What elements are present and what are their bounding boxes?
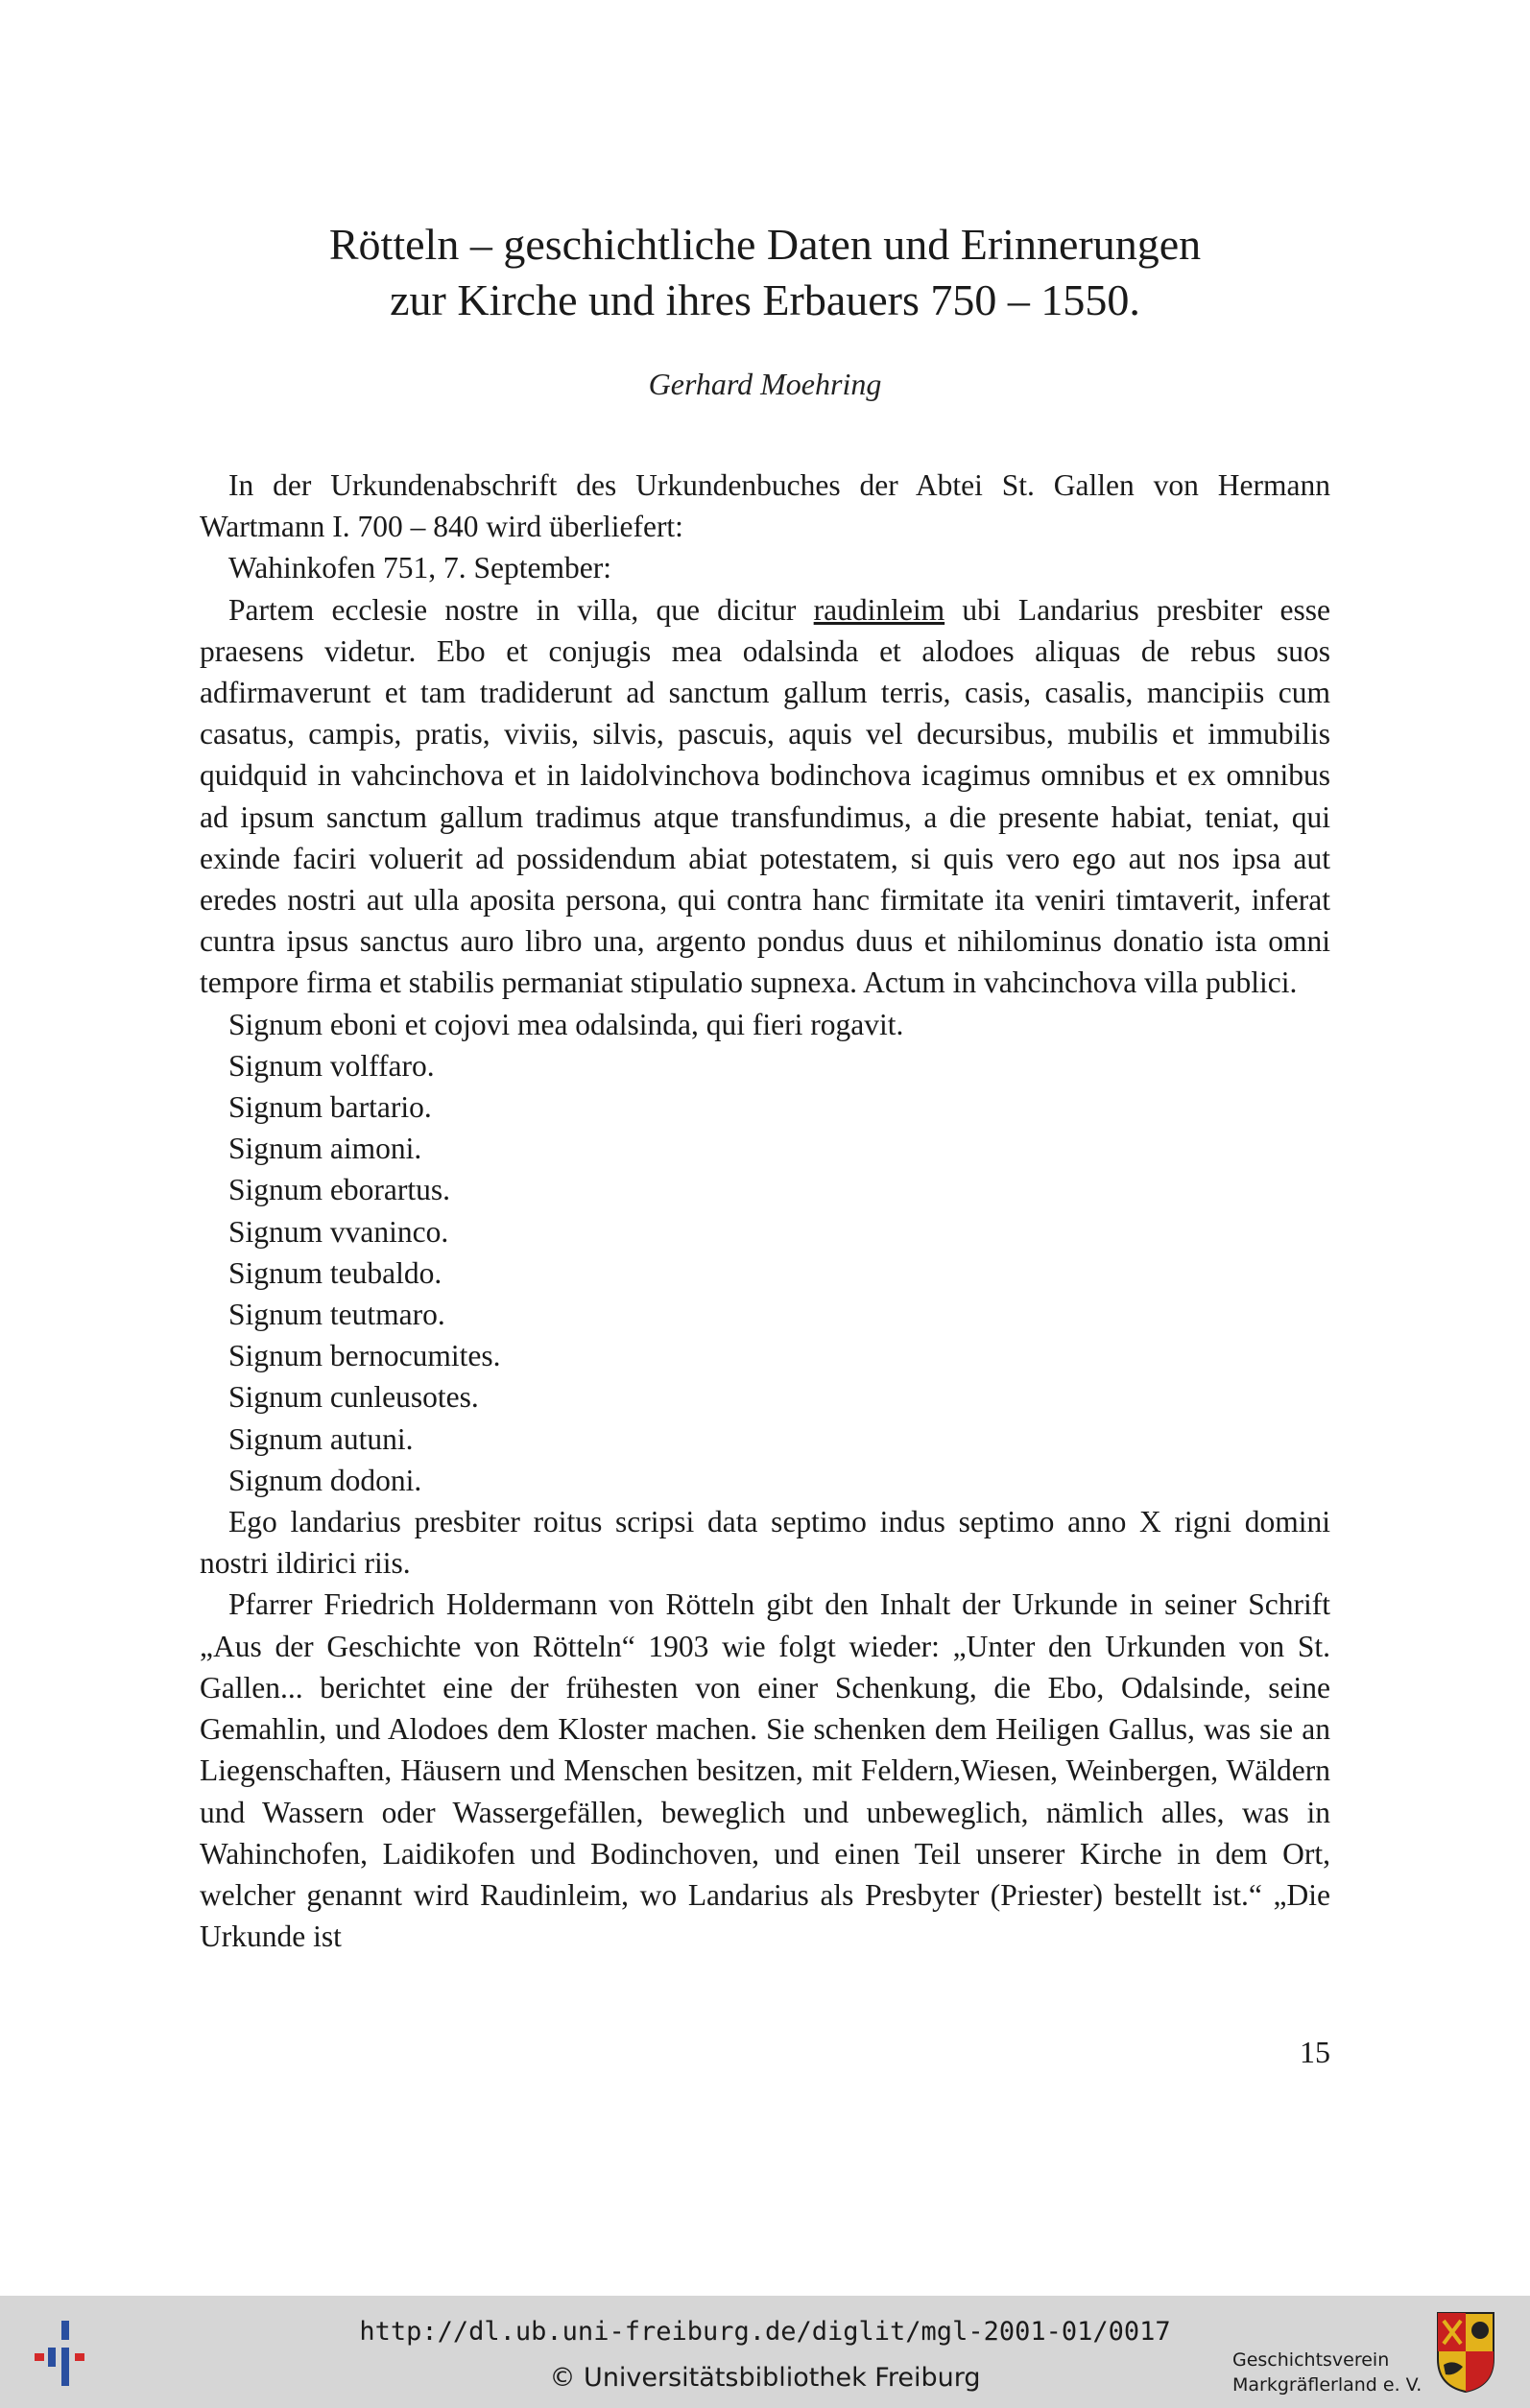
coat-of-arms-icon [1436,2311,1495,2394]
signature-line: Signum bernocumites. [228,1339,501,1373]
society-name-line-1: Geschichtsverein [1232,2349,1390,2371]
charter-text-rest: ubi Landarius presbiter esse praesens videtur. Ebo et conjugis mea odalsinda et alodoes aliquas de rebus suos adfirmaverunt et tam tradiderunt ad sanctum gallum terris, casis, casalis, mancipiis cum casatus, campis, pratis, viviis, silvis, pascuis, aquis vel decursibus, mubilis et immubilis quidquid in vahcinchova et in laidolvinchova bodinchova icagimus omnibus et ex omnibus ad ipsum sanctum gallum tradimus atque transfundimus, a die presente habiat, teniat, qui exinde faciri voluerit ad possidendum abiat potestatem, si quis vero ego aut nos ipsa aut eredes nostri aut ulla aposita persona, qui contra hanc firmitate ita veniri timtaverit, inferat cuntra ipsus sanctus auro libro una, argento pondus duus et nihilominus donatio ista omni tempore firma et stabilis permaniat stipulatio supnexa. Actum in vahcinchova villa publici. [200,592,1330,1000]
signature-line: Signum autuni. [228,1421,414,1456]
paragraph-scribe: Ego landarius presbiter roitus scripsi data septimo indus septimo anno X rigni domini nostri ildirici riis. [200,1505,1330,1581]
title-line-2: zur Kirche und ihres Erbauers 750 – 1550. [390,275,1140,324]
signature-line: Signum teubaldo. [228,1255,442,1290]
paragraph-charter [200,589,1330,1004]
page-number: 15 [1300,2035,1330,2069]
society-name [1232,2348,1422,2397]
signature-line: Signum volffaro. [228,1048,435,1083]
document-url[interactable]: http://dl.ub.uni-freiburg.de/diglit/mgl-2001-01/0017 [359,2317,1171,2347]
charter-text-start: Partem ecclesie nostre in villa, que dicitur [228,592,814,627]
paragraph-date: Wahinkofen 751, 7. September: [228,551,611,585]
paragraph-holdermann: Pfarrer Friedrich Holdermann von Rötteln gibt den Inhalt der Urkunde in seiner Schrift „Aus der Geschichte von Rötteln“ 1903 wie folgt wieder: „Unter den Urkunden von St. Gallen... berichtet eine der frühesten von einer Schenkung, die Ebo, Odalsinde, seine Gemahlin, und Alodoes dem Kloster machen. Sie schenken dem Heiligen Gallus, was sie an Liegenschaften, Häusern und Menschen besitzen, mit Feldern,Wiesen, Weinbergen, Wäldern und Wassern oder Wassergefällen, beweglich und unbeweglich, nämlich alles, was in Wahinchofen, Laidikofen und Bodinchoven, und einen Teil unserer Kirche in dem Ort, welcher genannt wird Raudinleim, wo Landarius als Presbyter (Priester) bestellt ist.“ „Die Urkunde ist [200,1587,1330,1954]
signature-line: Signum aimoni. [228,1132,422,1166]
author-name: Gerhard Moehring [648,367,882,401]
signature-line: Signum cunleusotes. [228,1380,479,1415]
copyright-notice: © Universitätsbibliothek Freiburg [549,2363,981,2393]
paragraph-intro: In der Urkundenabschrift des Urkundenbuches der Abtei St. Gallen von Hermann Wartmann I. 700 – 840 wird überliefert: [200,468,1330,544]
underlined-place-name: raudinleim [813,592,945,627]
title-line-1: Rötteln – geschichtliche Daten und Erinnerungen [328,220,1202,269]
article-title [0,217,1530,328]
signature-line: Signum eborartus. [228,1173,450,1207]
signature-line: Signum dodoni. [228,1463,422,1497]
signature-line: Signum eboni et cojovi mea odalsinda, qui fieri rogavit. [228,1007,904,1041]
society-name-line-2: Markgräflerland e. V. [1232,2374,1422,2396]
signature-line: Signum teutmaro. [228,1298,445,1332]
signature-line: Signum vvaninco. [228,1214,449,1249]
article-body [200,465,1330,1957]
signature-line: Signum bartario. [228,1090,432,1125]
footer-bar [0,2296,1530,2408]
